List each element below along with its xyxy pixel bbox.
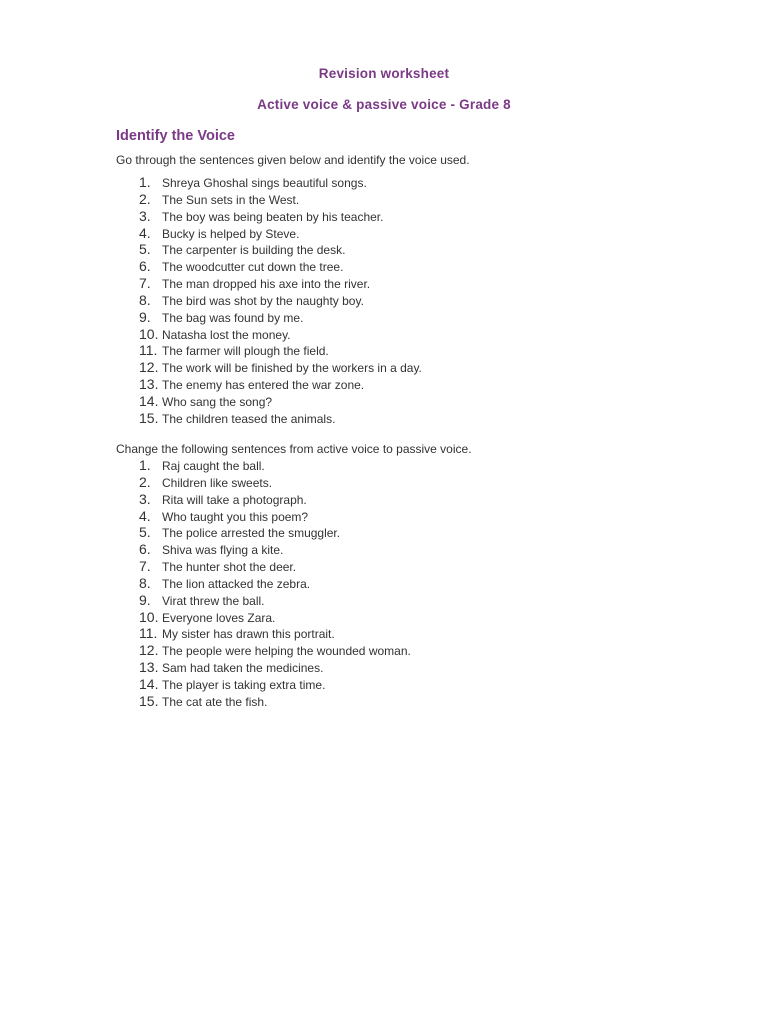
list-item bbox=[0, 342, 768, 359]
list-item-text: The enemy has entered the war zone. bbox=[162, 378, 365, 393]
list-item-text: The police arrested the smuggler. bbox=[162, 526, 341, 541]
list-item bbox=[0, 625, 768, 642]
list-item-text: The hunter shot the deer. bbox=[162, 560, 297, 575]
list-item-text: Children like sweets. bbox=[162, 475, 273, 490]
list-item-text: Natasha lost the money. bbox=[162, 327, 291, 342]
list-item-text: The children teased the animals. bbox=[162, 411, 336, 426]
list-item-text: The boy was being beaten by his teacher. bbox=[162, 209, 384, 224]
list-item-number: 4. bbox=[139, 507, 151, 524]
list-item-number: 11. bbox=[139, 625, 158, 642]
list-item-number: 9. bbox=[139, 591, 151, 608]
list-item bbox=[0, 474, 768, 491]
list-item-number: 8. bbox=[139, 291, 151, 308]
list-item-number: 2. bbox=[139, 190, 151, 207]
list-item bbox=[0, 457, 768, 474]
list-item-number: 12. bbox=[139, 359, 159, 376]
list-item-number: 9. bbox=[139, 308, 151, 325]
list-item-number: 5. bbox=[139, 241, 151, 258]
list-item-number: 10. bbox=[139, 608, 159, 625]
worksheet-subtitle: Active voice & passive voice - Grade 8 bbox=[257, 97, 511, 112]
list-item-text: Shreya Ghoshal sings beautiful songs. bbox=[162, 176, 367, 190]
list-item-number: 7. bbox=[139, 558, 151, 575]
list-item-number: 13. bbox=[139, 659, 159, 676]
list-item-text: The woodcutter cut down the tree. bbox=[162, 260, 344, 275]
list-item-text: The Sun sets in the West. bbox=[162, 192, 300, 207]
list-item-text: The player is taking extra time. bbox=[162, 677, 326, 692]
list-item-number: 15. bbox=[139, 692, 159, 709]
list-item bbox=[0, 592, 768, 609]
list-item-text: The lion attacked the zebra. bbox=[162, 576, 311, 591]
list-item bbox=[0, 508, 768, 525]
list-item-text: The bird was shot by the naughty boy. bbox=[162, 293, 364, 308]
list-item bbox=[0, 642, 768, 659]
list-item-text: Everyone loves Zara. bbox=[162, 610, 276, 625]
section1-instruction: Go through the sentences given below and identify the voice used. bbox=[116, 153, 470, 167]
list-item-number: 2. bbox=[139, 473, 151, 490]
list-item bbox=[0, 309, 768, 326]
list-item-number: 13. bbox=[139, 376, 159, 393]
list-item bbox=[0, 558, 768, 575]
list-item bbox=[0, 393, 768, 410]
list-item-text: My sister has drawn this portrait. bbox=[162, 627, 335, 642]
list-item-text: Shiva was flying a kite. bbox=[162, 543, 284, 558]
list-item-text: The cat ate the fish. bbox=[162, 694, 268, 709]
list-item-number: 5. bbox=[139, 524, 151, 541]
list-item-number: 1. bbox=[139, 457, 151, 473]
list-item-text: The man dropped his axe into the river. bbox=[162, 277, 371, 292]
list-item bbox=[0, 326, 768, 343]
list-item bbox=[0, 174, 768, 191]
list-item-number: 1. bbox=[139, 174, 151, 190]
list-item-number: 6. bbox=[139, 541, 151, 558]
list-item-number: 7. bbox=[139, 275, 151, 292]
list-item bbox=[0, 359, 768, 376]
list-item bbox=[0, 575, 768, 592]
worksheet-title: Revision worksheet bbox=[318, 66, 450, 81]
list-item-number: 6. bbox=[139, 258, 151, 275]
list-item-number: 10. bbox=[139, 325, 159, 342]
list-item-number: 15. bbox=[139, 409, 159, 426]
list-item-text: Virat threw the ball. bbox=[162, 593, 265, 608]
list-item bbox=[0, 541, 768, 558]
list-item-text: Bucky is helped by Steve. bbox=[162, 226, 300, 241]
list-item bbox=[0, 376, 768, 393]
list-item bbox=[0, 659, 768, 676]
list-item-text: The people were helping the wounded woman. bbox=[162, 644, 411, 659]
identify-voice-list bbox=[0, 174, 768, 427]
list-item bbox=[0, 609, 768, 626]
list-item-number: 8. bbox=[139, 574, 151, 591]
list-item-number: 3. bbox=[139, 207, 151, 224]
list-item bbox=[0, 292, 768, 309]
list-item bbox=[0, 208, 768, 225]
list-item bbox=[0, 225, 768, 242]
list-item bbox=[0, 241, 768, 258]
change-voice-list bbox=[0, 457, 768, 710]
list-item-text: Rita will take a photograph. bbox=[162, 492, 307, 507]
list-item-number: 12. bbox=[139, 642, 159, 659]
list-item bbox=[0, 410, 768, 427]
list-item-text: The farmer will plough the field. bbox=[162, 344, 329, 359]
list-item-text: The carpenter is building the desk. bbox=[162, 243, 346, 258]
list-item-number: 4. bbox=[139, 224, 151, 241]
list-item bbox=[0, 524, 768, 541]
list-item-number: 14. bbox=[139, 675, 159, 692]
list-item bbox=[0, 275, 768, 292]
list-item-number: 14. bbox=[139, 392, 159, 409]
list-item-text: Who sang the song? bbox=[162, 394, 273, 409]
list-item bbox=[0, 676, 768, 693]
list-item bbox=[0, 258, 768, 275]
list-item bbox=[0, 491, 768, 508]
list-item-text: Sam had taken the medicines. bbox=[162, 661, 324, 676]
list-item-number: 11. bbox=[139, 342, 158, 359]
section2-instruction: Change the following sentences from active voice to passive voice. bbox=[116, 442, 472, 456]
list-item-text: The work will be finished by the workers in a day. bbox=[162, 361, 422, 376]
list-item-text: Raj caught the ball. bbox=[162, 459, 265, 473]
section-heading-identify-voice: Identify the Voice bbox=[116, 128, 235, 144]
list-item bbox=[0, 693, 768, 710]
list-item-text: The bag was found by me. bbox=[162, 310, 304, 325]
list-item-text: Who taught you this poem? bbox=[162, 509, 309, 524]
list-item bbox=[0, 191, 768, 208]
list-item-number: 3. bbox=[139, 490, 151, 507]
